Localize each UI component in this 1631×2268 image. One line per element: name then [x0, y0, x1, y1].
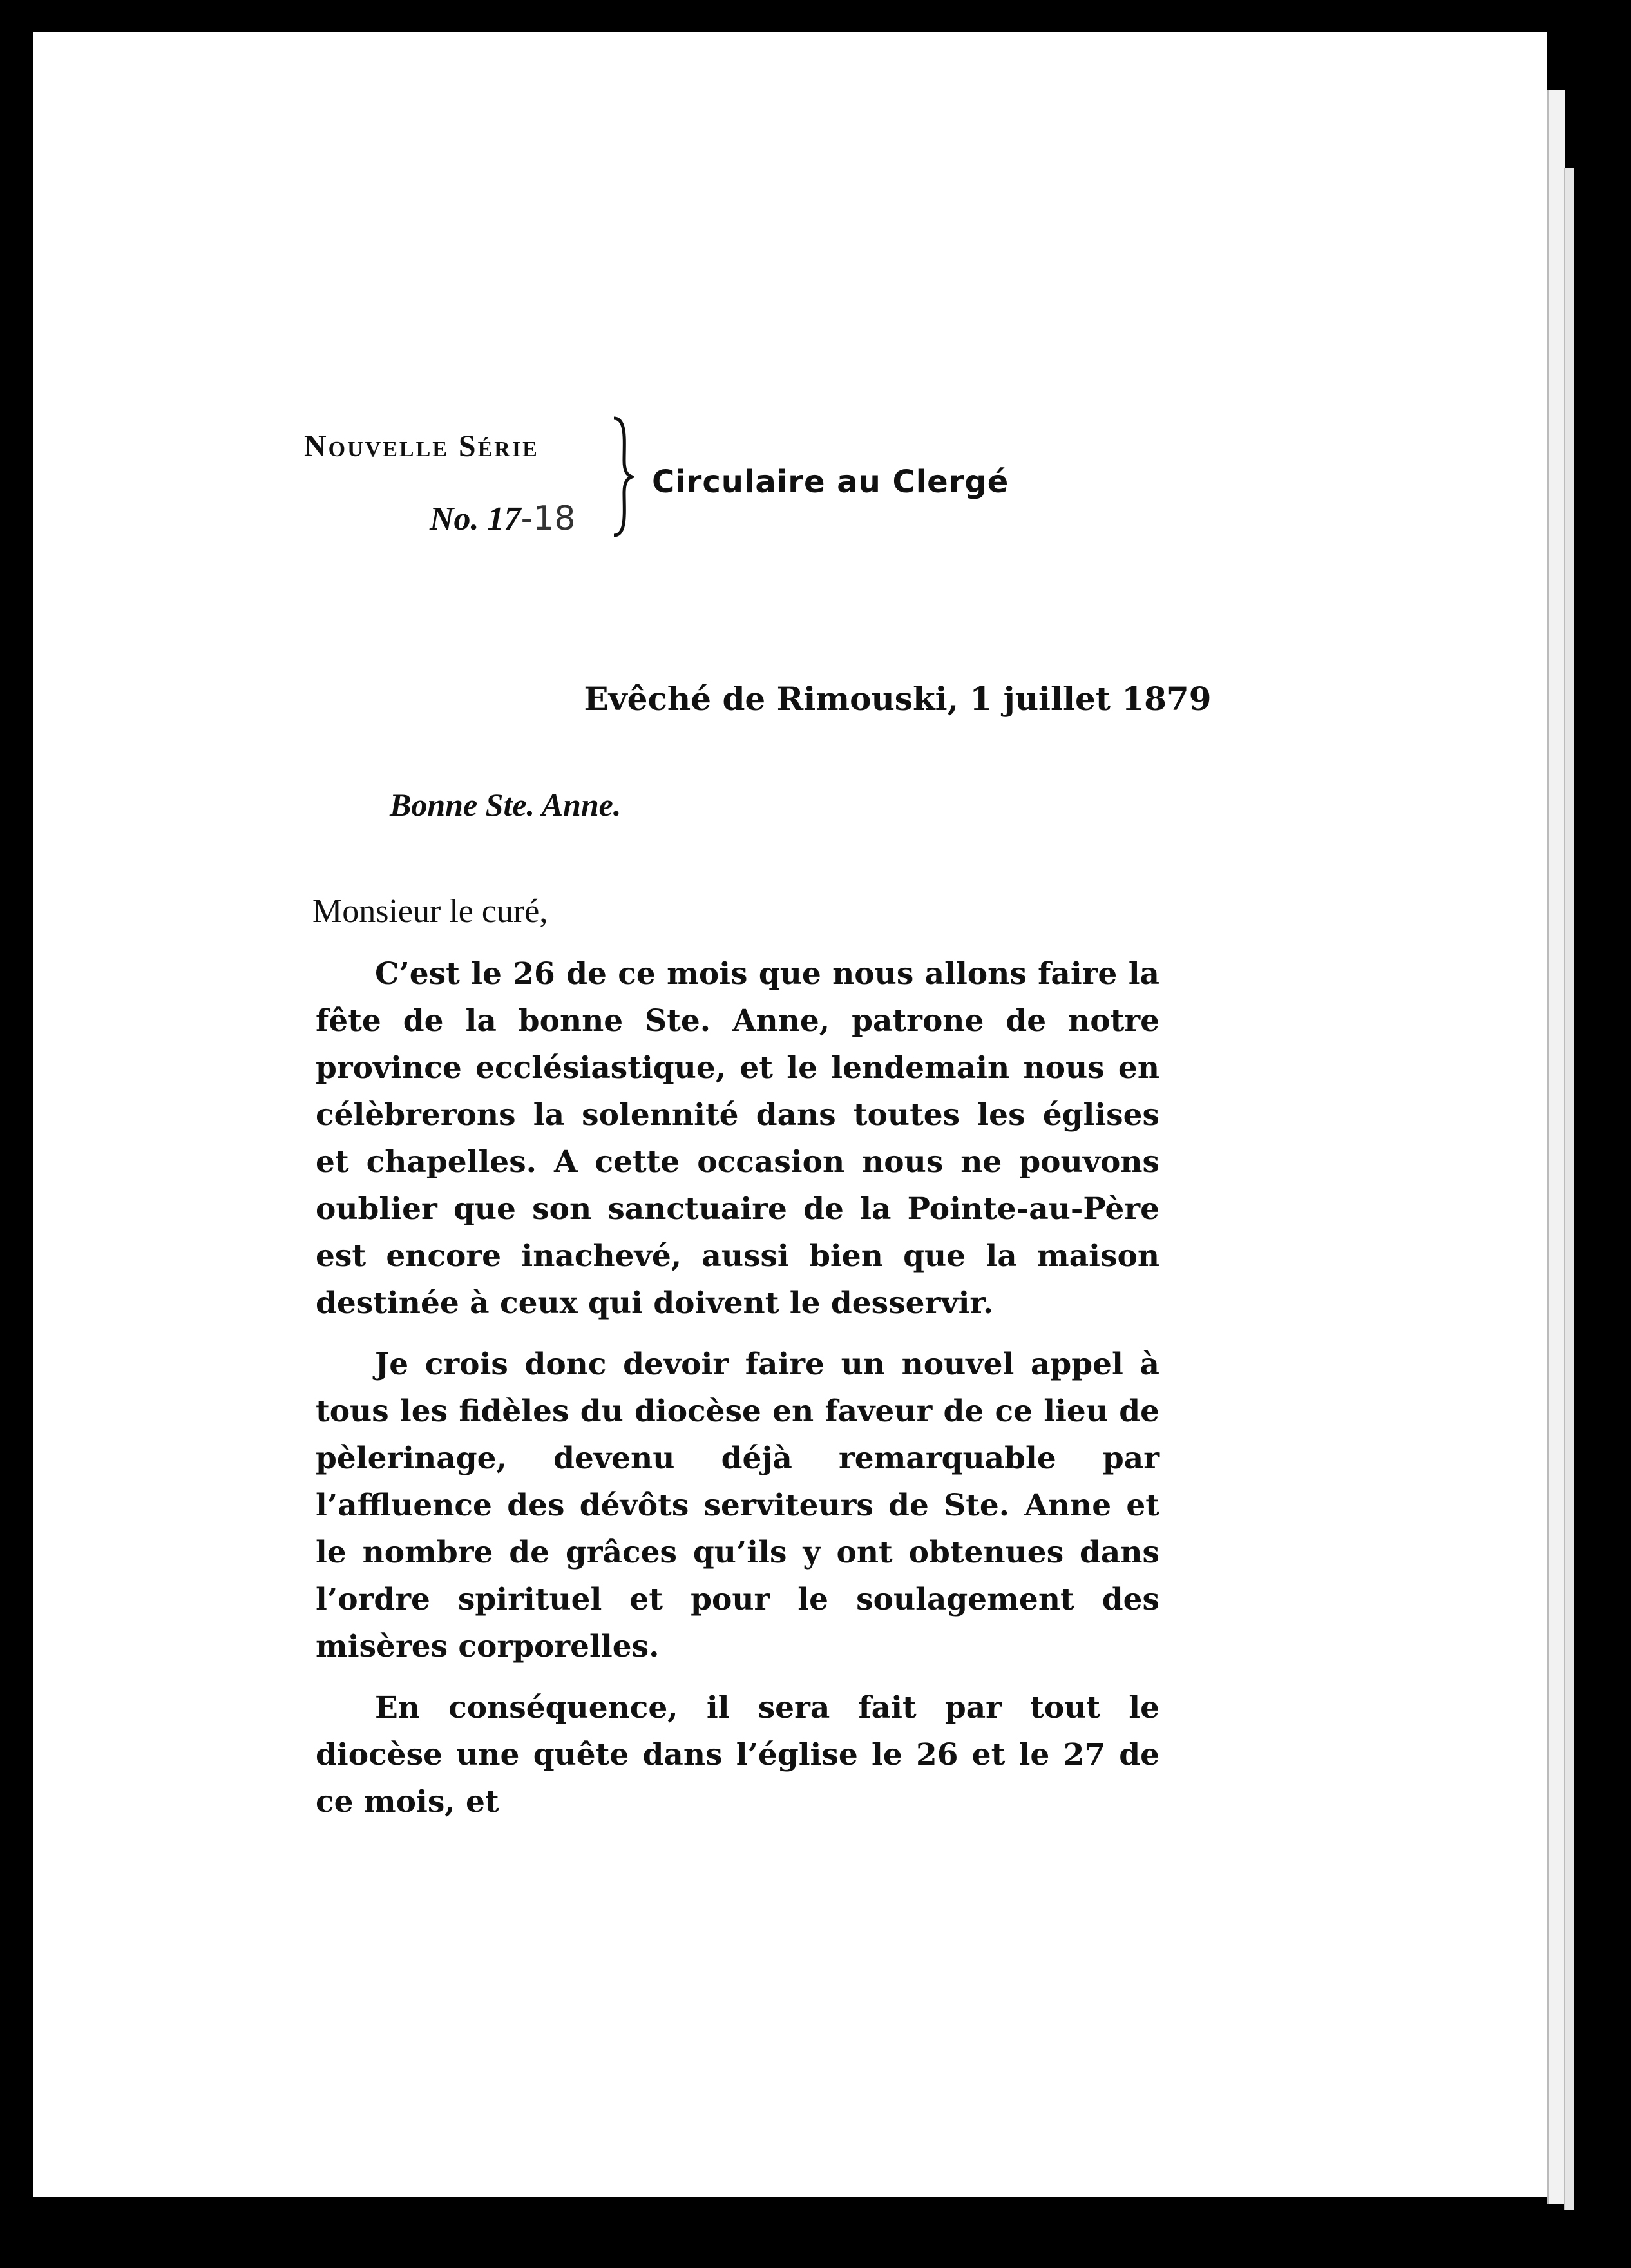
paragraph: C’est le 26 de ce mois que nous allons faire la fête de la bonne Ste. Anne, patrone de notre province ecclésiastique, et le lendemain nous en célèbrerons la solennité dans toutes les églises et chapelles. A cette occasion nous ne pouvons oublier que son sanctuaire de la Pointe-au-Père est encore inachevé, aussi bien que la maison destinée à ceux qui doivent le desservir.	[316, 956, 1159, 1321]
dateline-text: Evêché de Rimouski, 1 juillet 1879	[584, 680, 1212, 718]
circular-header	[304, 403, 1141, 538]
series-number-printed: No. 17	[430, 501, 521, 537]
paragraph: Je crois donc devoir faire un nouvel appel à tous les fidèles du diocèse en faveur de ce lieu de pèlerinage, devenu déjà remarquable par l’affluence des dévôts serviteurs de Ste. Anne et le nombre de grâces qu’ils y ont obtenues dans l’ordre spirituel et pour le soulagement des misères corporelles.	[316, 1347, 1159, 1664]
series-label: Nouvelle Série	[304, 429, 539, 463]
circular-title: Circulaire au Clergé	[652, 464, 1009, 500]
greeting-title: Bonne Ste. Anne.	[390, 787, 622, 823]
letter-body	[316, 950, 1159, 1825]
series-number	[430, 499, 576, 538]
brace-icon	[610, 416, 634, 538]
page-edge	[1564, 168, 1574, 2210]
paragraph: En conséquence, il sera fait par tout le diocèse une quête dans l’église le 26 et le 27 de ce mois, et	[316, 1690, 1159, 1820]
salutation: Monsieur le curé,	[312, 893, 548, 930]
dateline	[33, 680, 1547, 718]
series-number-handwritten: -18	[520, 499, 576, 538]
page-edge	[1547, 90, 1565, 2204]
document-page	[33, 32, 1547, 2197]
